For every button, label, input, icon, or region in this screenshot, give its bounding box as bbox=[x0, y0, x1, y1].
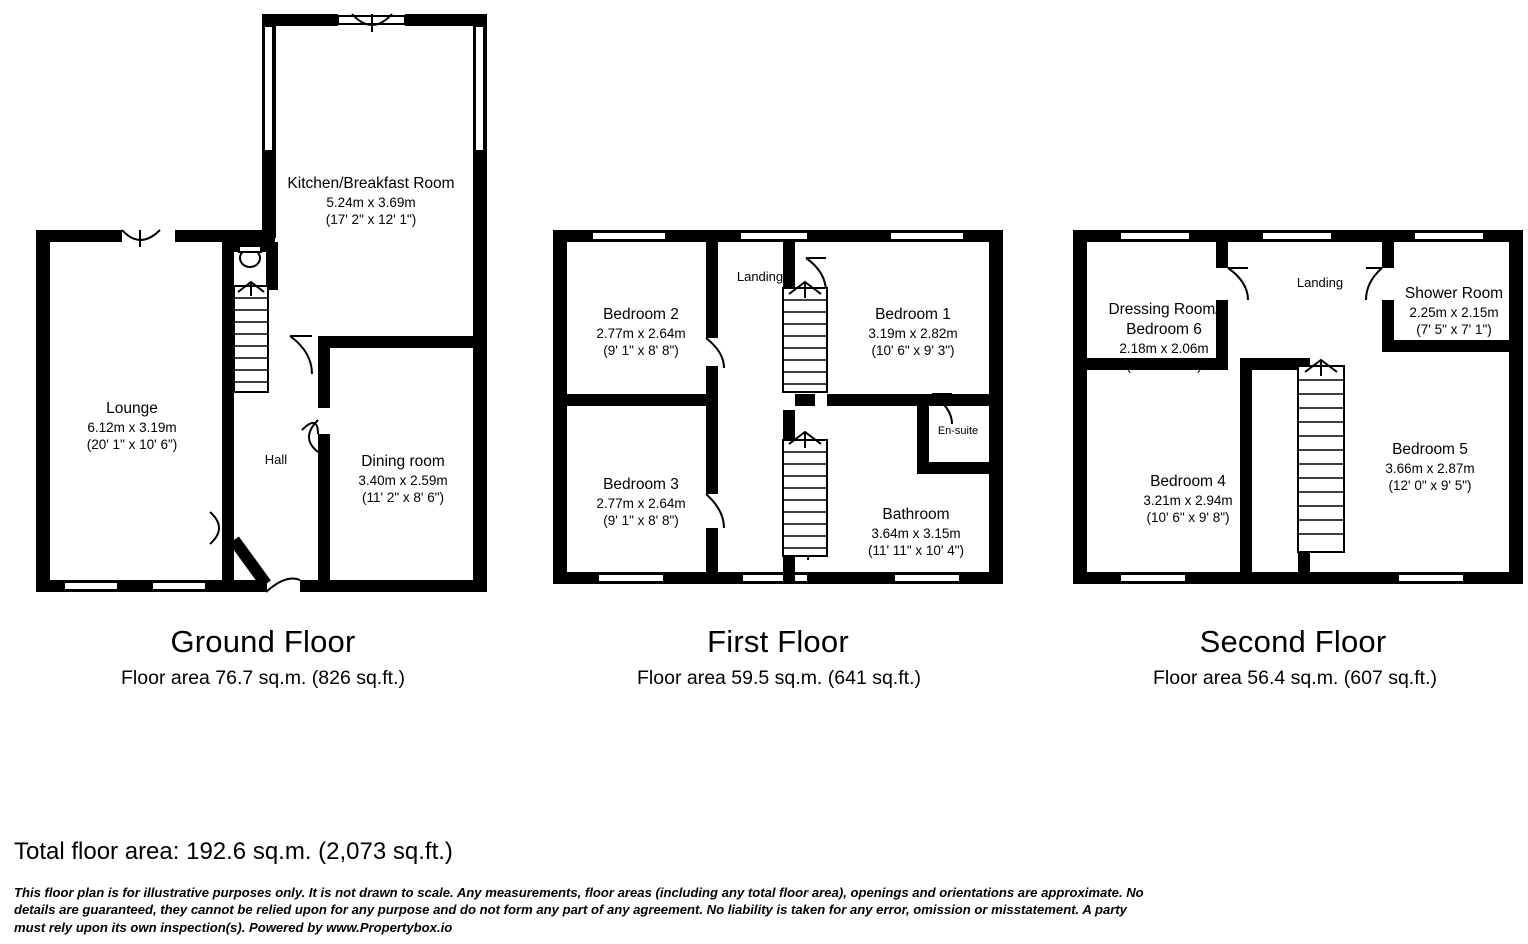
second-floor-title: Second Floor bbox=[1199, 624, 1387, 659]
room-dimensions-imperial: (7' 2" x 6' 9") bbox=[1126, 357, 1202, 373]
room-dimensions-metric: 2.25m x 2.15m bbox=[1409, 304, 1499, 320]
room-name: Bedroom 3 bbox=[603, 476, 679, 493]
ground-floor-area: Floor area 76.7 sq.m. (826 sq.ft.) bbox=[121, 667, 405, 689]
room-dimensions-metric: 3.66m x 2.87m bbox=[1385, 460, 1475, 476]
room-name: Lounge bbox=[106, 400, 158, 417]
room-dimensions-imperial: (20' 1" x 10' 6") bbox=[86, 437, 178, 453]
room-name: Shower Room bbox=[1404, 285, 1504, 302]
disclaimer-text: This floor plan is for illustrative purposes only. It is not drawn to scale. Any measurements, floor areas (including any total floor area), openings and orientations are approximate. No details are guaranteed, they cannot be relied upon for any purpose and do not form any part of any agreement. No liability is taken for any error, omission or misstatement. A party must rely upon its own inspection(s). Powered by www.Propertybox.io bbox=[14, 885, 1144, 935]
first-floor-title: First Floor bbox=[707, 624, 849, 659]
room-name: Kitchen/Breakfast Room bbox=[287, 175, 455, 192]
room-label-en-suite bbox=[925, 424, 991, 438]
room-dimensions-imperial: (9' 1" x 8' 8") bbox=[603, 513, 679, 529]
room-name: Bathroom bbox=[882, 506, 950, 523]
room-label-bedroom-2 bbox=[566, 305, 716, 359]
room-label-hall bbox=[240, 452, 312, 469]
room-name: Landing bbox=[1296, 275, 1344, 290]
room-dimensions-metric: 6.12m x 3.19m bbox=[87, 419, 177, 435]
room-dimensions-metric: 2.18m x 2.06m bbox=[1119, 340, 1209, 356]
room-name: Bedroom 1 bbox=[875, 306, 951, 323]
room-dimensions-metric: 3.21m x 2.94m bbox=[1143, 492, 1233, 508]
room-label-landing-second bbox=[1284, 275, 1356, 292]
room-label-bedroom-4 bbox=[1110, 472, 1266, 526]
room-label-bedroom-1 bbox=[838, 305, 988, 359]
room-label-bedroom-5 bbox=[1352, 440, 1508, 494]
room-dimensions-imperial: (11' 11" x 10' 4") bbox=[867, 543, 965, 559]
room-name-secondary: Bedroom 6 bbox=[1126, 320, 1202, 338]
room-label-kitchen bbox=[284, 174, 458, 228]
room-dimensions-imperial: (17' 2" x 12' 1") bbox=[325, 212, 417, 228]
room-dimensions-imperial: (7' 5" x 7' 1") bbox=[1416, 322, 1492, 338]
room-label-dressing-room-bedroom-6 bbox=[1084, 300, 1244, 374]
room-dimensions-metric: 2.77m x 2.64m bbox=[596, 495, 686, 511]
room-dimensions-metric: 2.77m x 2.64m bbox=[596, 325, 686, 341]
room-name: Landing bbox=[736, 269, 784, 284]
room-label-landing-first bbox=[722, 269, 798, 286]
room-dimensions-imperial: (12' 0" x 9' 5") bbox=[1388, 478, 1472, 494]
room-name: En-suite bbox=[937, 425, 979, 437]
room-dimensions-metric: 3.40m x 2.59m bbox=[358, 472, 448, 488]
room-label-dining-room bbox=[330, 452, 476, 506]
room-dimensions-metric: 3.19m x 2.82m bbox=[868, 325, 958, 341]
room-name: Bedroom 2 bbox=[603, 306, 679, 323]
room-name: Bedroom 4 bbox=[1150, 473, 1226, 490]
room-label-bedroom-3 bbox=[566, 475, 716, 529]
room-name: Dining room bbox=[361, 453, 445, 470]
room-dimensions-metric: 5.24m x 3.69m bbox=[326, 194, 416, 210]
room-label-shower-room bbox=[1388, 284, 1520, 338]
room-dimensions-imperial: (10' 6" x 9' 3") bbox=[871, 343, 955, 359]
room-name: Bedroom 5 bbox=[1392, 441, 1468, 458]
room-dimensions-metric: 3.64m x 3.15m bbox=[871, 525, 961, 541]
ground-floor-title: Ground Floor bbox=[170, 624, 356, 659]
room-label-bathroom bbox=[838, 505, 994, 559]
room-dimensions-imperial: (9' 1" x 8' 8") bbox=[603, 343, 679, 359]
room-dimensions-imperial: (10' 6" x 9' 8") bbox=[1146, 510, 1230, 526]
first-floor-area: Floor area 59.5 sq.m. (641 sq.ft.) bbox=[637, 667, 921, 689]
total-floor-area: Total floor area: 192.6 sq.m. (2,073 sq.ft.) bbox=[14, 838, 453, 865]
room-label-lounge bbox=[52, 399, 212, 453]
room-dimensions-imperial: (11' 2" x 8' 6") bbox=[361, 490, 445, 506]
second-floor-area: Floor area 56.4 sq.m. (607 sq.ft.) bbox=[1153, 667, 1437, 689]
room-name: Hall bbox=[264, 452, 288, 467]
room-name: Dressing Room/ bbox=[1108, 301, 1220, 318]
